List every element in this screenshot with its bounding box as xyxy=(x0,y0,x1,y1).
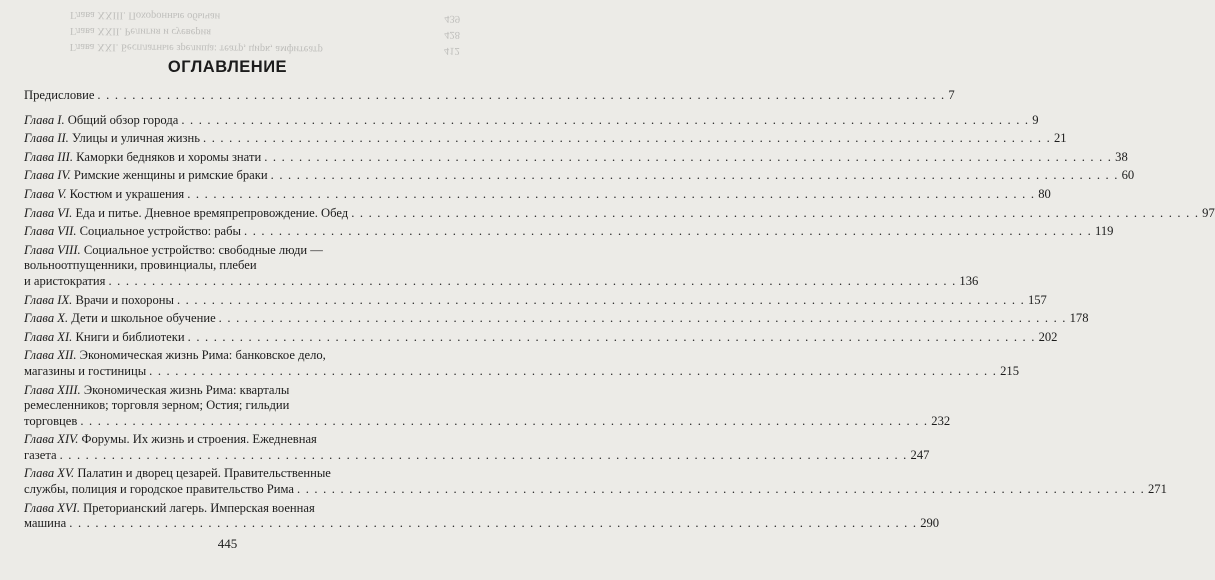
chapter-title: Экономическая жизнь Рима: банковское дело, xyxy=(79,348,326,363)
chapter-title: Социальное устройство: свободные люди — xyxy=(83,242,323,257)
chapter-title-line: торговцев xyxy=(24,413,78,428)
page-number: 215 xyxy=(1000,363,1019,378)
chapter-title-line xyxy=(24,383,429,399)
page-number: 7 xyxy=(948,88,955,102)
toc-row xyxy=(24,205,1215,222)
chapter-title-line xyxy=(24,243,429,259)
toc-entry xyxy=(24,348,1019,379)
page-number: 97 xyxy=(1202,205,1215,220)
bleed-through-text xyxy=(70,0,461,58)
chapter-title: Дети и школьное обучение xyxy=(71,311,216,326)
page-number: 247 xyxy=(910,447,930,462)
page-number: 290 xyxy=(920,516,940,531)
chapter-number: Глава VII. xyxy=(24,224,77,239)
chapter-title-line xyxy=(24,432,429,448)
chapter-number: Глава IX. xyxy=(24,292,73,307)
toc-row xyxy=(24,88,955,104)
page-number: 136 xyxy=(959,273,979,288)
toc-row xyxy=(24,516,940,532)
toc-row xyxy=(24,273,979,290)
chapter-title-line xyxy=(24,501,429,517)
page-number: 119 xyxy=(1094,224,1114,239)
toc-entry xyxy=(24,382,951,430)
toc-row xyxy=(24,311,1089,327)
toc-entry xyxy=(24,205,1215,222)
toc-entry xyxy=(24,224,1114,240)
chapter-title: Римские женщины и римские браки xyxy=(73,168,268,183)
toc-entry xyxy=(24,149,1128,166)
chapter-number: Глава III. xyxy=(24,149,73,164)
chapter-number: Глава X. xyxy=(24,311,69,326)
chapter-number: Глава V. xyxy=(24,186,67,201)
chapter-number: Глава I. xyxy=(24,112,65,127)
page-number: 38 xyxy=(1115,149,1128,164)
chapter-number: Глава XI. xyxy=(24,329,73,344)
page-number: 202 xyxy=(1038,329,1058,344)
chapter-number: Глава XVI. xyxy=(24,500,80,515)
chapter-title-line: ремесленников; торговля зерном; Остия; гильдии xyxy=(24,398,290,413)
dot-leader xyxy=(297,482,1145,498)
chapter-title-line xyxy=(24,168,268,184)
toc-row xyxy=(24,131,1067,147)
page-number: 80 xyxy=(1038,186,1051,201)
chapter-title: Палатин и дворец цезарей. Правительственные xyxy=(77,466,331,481)
chapter-title-line xyxy=(24,224,241,240)
chapter-title: Костюм и украшения xyxy=(69,186,185,201)
chapter-number: Глава XII. xyxy=(24,348,77,363)
chapter-title-line xyxy=(24,330,185,346)
toc-row xyxy=(24,363,1019,380)
chapter-number: Глава VIII. xyxy=(24,242,81,257)
chapter-title-line xyxy=(24,311,216,327)
chapter-title-line: газета xyxy=(24,447,57,462)
dot-leader xyxy=(69,516,917,532)
chapter-title-line xyxy=(24,293,174,309)
dot-leader xyxy=(181,113,1029,129)
chapter-title-line: и аристократия xyxy=(24,273,106,288)
dot-leader xyxy=(188,330,1036,346)
table-of-contents xyxy=(24,88,1215,535)
bleed-line: Глава XXIII. Похоронные обычаи 439 xyxy=(70,8,461,25)
toc-entry xyxy=(24,112,1039,129)
chapter-title-line: магазины и гостиницы xyxy=(24,363,147,378)
dot-leader xyxy=(271,168,1119,184)
chapter-title-line: машина xyxy=(24,516,67,531)
toc-title: ОГЛАВЛЕНИЕ xyxy=(167,58,288,76)
chapter-title-line xyxy=(24,466,429,482)
dot-leader xyxy=(244,224,1092,240)
toc-entry xyxy=(24,432,930,463)
chapter-title: Социальное устройство: рабы xyxy=(79,224,242,239)
chapter-title-line xyxy=(24,206,348,222)
toc-row xyxy=(24,413,951,430)
chapter-title: Еда и питье. Дневное времяпрепровождение. Обед xyxy=(75,205,349,220)
dot-leader xyxy=(219,311,1067,327)
toc-row xyxy=(24,224,1114,240)
toc-entry xyxy=(24,466,1167,497)
toc-entry xyxy=(24,311,1089,327)
chapter-number: Глава XIII. xyxy=(24,382,81,397)
toc-entry xyxy=(24,292,1047,309)
toc-row xyxy=(24,186,1051,203)
toc-entry xyxy=(24,500,940,532)
toc-entry xyxy=(24,186,1051,203)
page-number: 157 xyxy=(1027,292,1047,307)
chapter-title: Каморки бедняков и хоромы знати xyxy=(76,149,262,164)
dot-leader xyxy=(177,293,1025,309)
toc-row xyxy=(24,482,1167,498)
toc-row xyxy=(24,292,1047,309)
bleed-line: Глава XXII. Религия и суеверия 428 xyxy=(69,24,460,41)
page-number: 232 xyxy=(931,413,951,428)
toc-row xyxy=(24,329,1058,346)
chapter-title-line xyxy=(24,131,200,147)
dot-leader xyxy=(203,131,1051,147)
dot-leader xyxy=(264,150,1112,166)
chapter-title-line: службы, полиция и городское правительство Рима xyxy=(24,482,295,497)
toc-row xyxy=(24,168,1135,184)
chapter-title: Улицы и уличная жизнь xyxy=(71,131,200,146)
dot-leader xyxy=(60,448,908,464)
page-number: 271 xyxy=(1147,482,1167,497)
dot-leader xyxy=(108,274,956,290)
dot-leader xyxy=(80,414,928,430)
toc-row xyxy=(24,112,1039,129)
chapter-title: Преторианский лагерь. Имперская военная xyxy=(83,500,315,515)
chapter-title-line xyxy=(24,348,429,364)
chapter-title-line xyxy=(24,187,184,203)
page-number: 9 xyxy=(1032,112,1039,127)
dot-leader xyxy=(149,364,997,380)
chapter-number: Глава XV. xyxy=(24,466,75,481)
dot-leader xyxy=(351,206,1199,222)
chapter-number: Глава II. xyxy=(24,131,69,146)
toc-row xyxy=(24,149,1128,166)
toc-entry xyxy=(24,329,1058,346)
page-number: 60 xyxy=(1121,168,1135,183)
page-folio: 445 xyxy=(217,536,238,551)
preface-label: Предисловие xyxy=(24,88,95,102)
chapter-title-line: вольноотпущенники, провинциалы, плебеи xyxy=(24,258,257,273)
page-number: 178 xyxy=(1069,311,1089,326)
toc-entry xyxy=(24,242,979,290)
dot-leader xyxy=(97,88,945,104)
toc-entry xyxy=(24,131,1067,147)
chapter-title: Врачи и похороны xyxy=(75,292,174,307)
chapter-title-line xyxy=(24,113,178,129)
page-number: 21 xyxy=(1053,131,1067,146)
toc-entry xyxy=(24,168,1135,184)
bleed-line: Глава XXI. Бесплатные зрелища: театр, цирк, амфитеатр 412 xyxy=(69,40,460,57)
toc-entry-preface xyxy=(24,88,955,104)
toc-row xyxy=(24,447,930,464)
dot-leader xyxy=(187,187,1035,203)
chapter-number: Глава IV. xyxy=(24,168,71,183)
chapter-title: Экономическая жизнь Рима: кварталы xyxy=(83,382,290,397)
chapter-number: Глава XIV. xyxy=(24,432,79,447)
chapter-number: Глава VI. xyxy=(24,205,73,220)
chapter-title: Форумы. Их жизнь и строения. Ежедневная xyxy=(81,432,317,447)
chapter-title: Общий обзор города xyxy=(67,112,179,127)
chapter-title-line xyxy=(24,150,261,166)
chapter-title: Книги и библиотеки xyxy=(75,329,185,344)
